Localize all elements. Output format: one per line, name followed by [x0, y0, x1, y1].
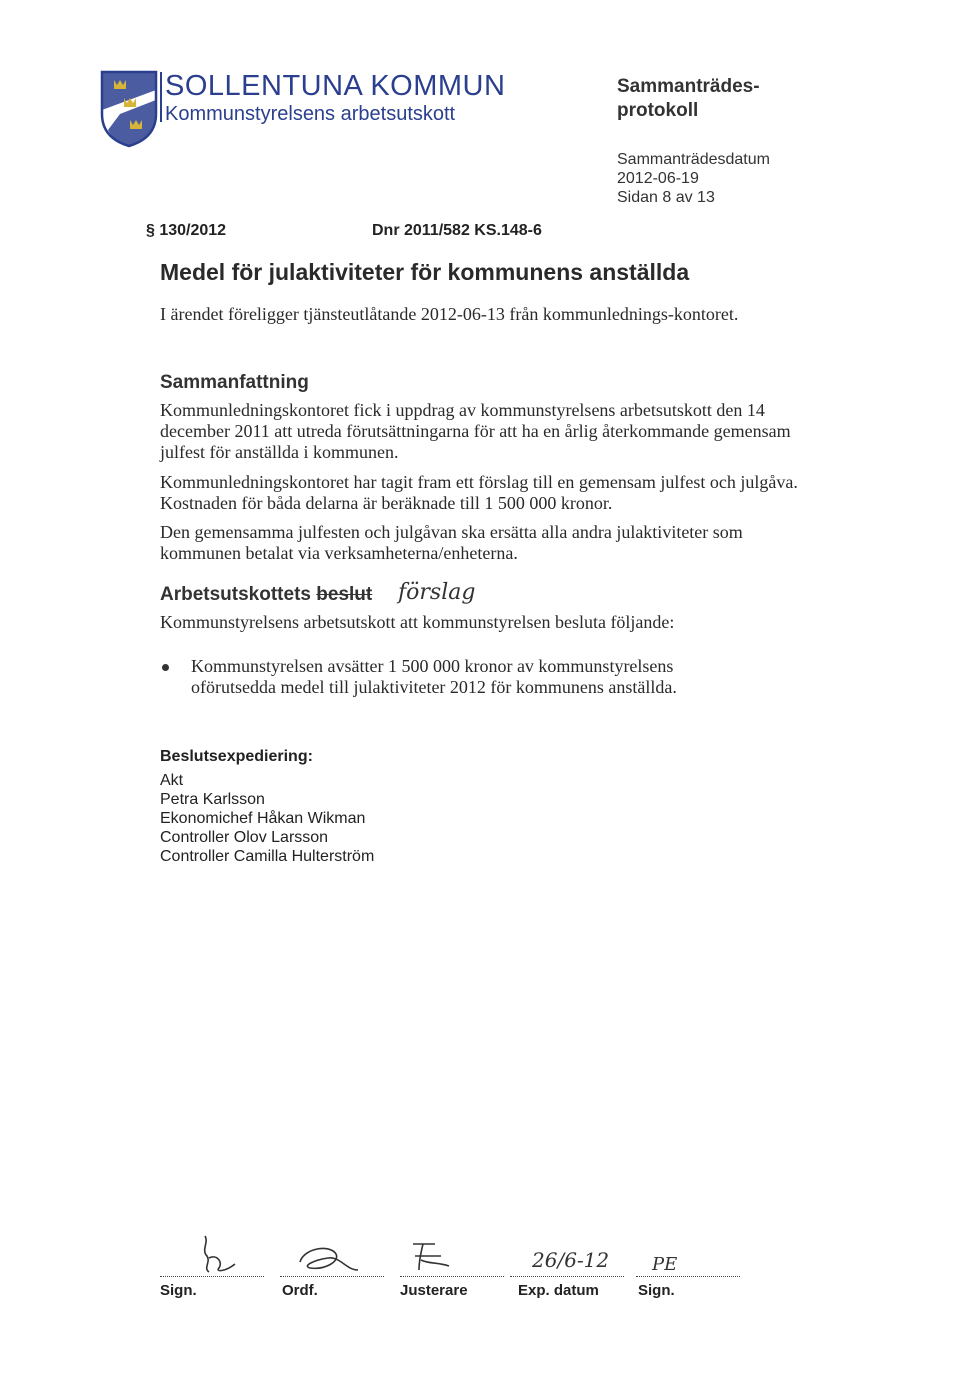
summary-paragraph-2: Kommunledningskontoret har tagit fram ett förslag till en gemensam julfest och julgåva. Kostnaden för båda delarna är beräknade till 1 500 000 kronor. [160, 472, 798, 513]
signature-line [636, 1276, 740, 1277]
summary-paragraph-1: Kommunledningskontoret fick i uppdrag av kommunstyrelsens arbetsutskott den 14 december 2011 att utreda förutsättningarna för att ha en årlig återkommande gemensam julfest för anställda i kommunen. [160, 400, 791, 462]
signature-line [280, 1276, 384, 1277]
decision-heading [160, 584, 372, 606]
signature-line [160, 1276, 264, 1277]
signature-scribble-1 [195, 1232, 245, 1281]
case-title: Medel för julaktiviteter för kommunens anställda [160, 259, 690, 285]
signature-label: Justerare [400, 1282, 468, 1299]
bullet-dot [162, 664, 169, 671]
case-dnr: Dnr 2011/582 KS.148-6 [372, 222, 542, 239]
meeting-date-value: 2012-06-19 [617, 170, 699, 187]
distribution-item: Controller Camilla Hulterström [160, 848, 375, 865]
org-name: SOLLENTUNA KOMMUN [165, 70, 506, 102]
distribution-heading: Beslutsexpediering: [160, 748, 313, 765]
signature-label: Exp. datum [518, 1282, 599, 1299]
signature-scribble-3 [405, 1236, 455, 1281]
page-info: Sidan 8 av 13 [617, 189, 715, 206]
handwritten-exp-date: 26/6-12 [532, 1248, 610, 1272]
distribution-list [160, 771, 374, 866]
signature-label: Sign. [638, 1282, 675, 1299]
summary-paragraph-3: Den gemensamma julfesten och julgåvan ska ersätta alla andra julaktiviteter som kommunen betalat via verksamheterna/enheterna. [160, 522, 743, 563]
handwritten-correction: förslag [398, 580, 476, 605]
distribution-item: Controller Olov Larsson [160, 829, 329, 846]
handwritten-sign: PE [652, 1254, 678, 1275]
summary-heading: Sammanfattning [160, 372, 309, 393]
municipality-coat-of-arms [100, 70, 158, 148]
meeting-date-label: Sammanträdesdatum [617, 151, 770, 168]
signature-label: Sign. [160, 1282, 197, 1299]
decision-heading-text: Arbetsutskottets [160, 584, 311, 605]
decision-intro: Kommunstyrelsens arbetsutskott att kommunstyrelsen besluta följande: [160, 612, 675, 632]
case-intro: I ärendet föreligger tjänsteutlåtande 2012-06-13 från kommunlednings-kontoret. [160, 304, 739, 324]
signature-label: Ordf. [282, 1282, 318, 1299]
logo-vertical-bar [160, 72, 162, 122]
signature-line [400, 1276, 504, 1277]
struck-word: beslut [316, 584, 373, 605]
signature-line [510, 1276, 624, 1277]
doc-type-line2: protokoll [617, 100, 699, 121]
signature-scribble-2 [294, 1240, 364, 1281]
decision-bullet: Kommunstyrelsen avsätter 1 500 000 kronor av kommunstyrelsens oförutsedda medel till julaktiviteter 2012 för kommunens anställda. [191, 656, 677, 697]
doc-type-line1: Sammanträdes- [617, 76, 760, 97]
distribution-item: Petra Karlsson [160, 791, 265, 808]
distribution-item: Ekonomichef Håkan Wikman [160, 810, 366, 827]
paragraph-number: § 130/2012 [146, 222, 227, 239]
org-unit: Kommunstyrelsens arbetsutskott [165, 103, 456, 125]
distribution-item: Akt [160, 772, 184, 789]
